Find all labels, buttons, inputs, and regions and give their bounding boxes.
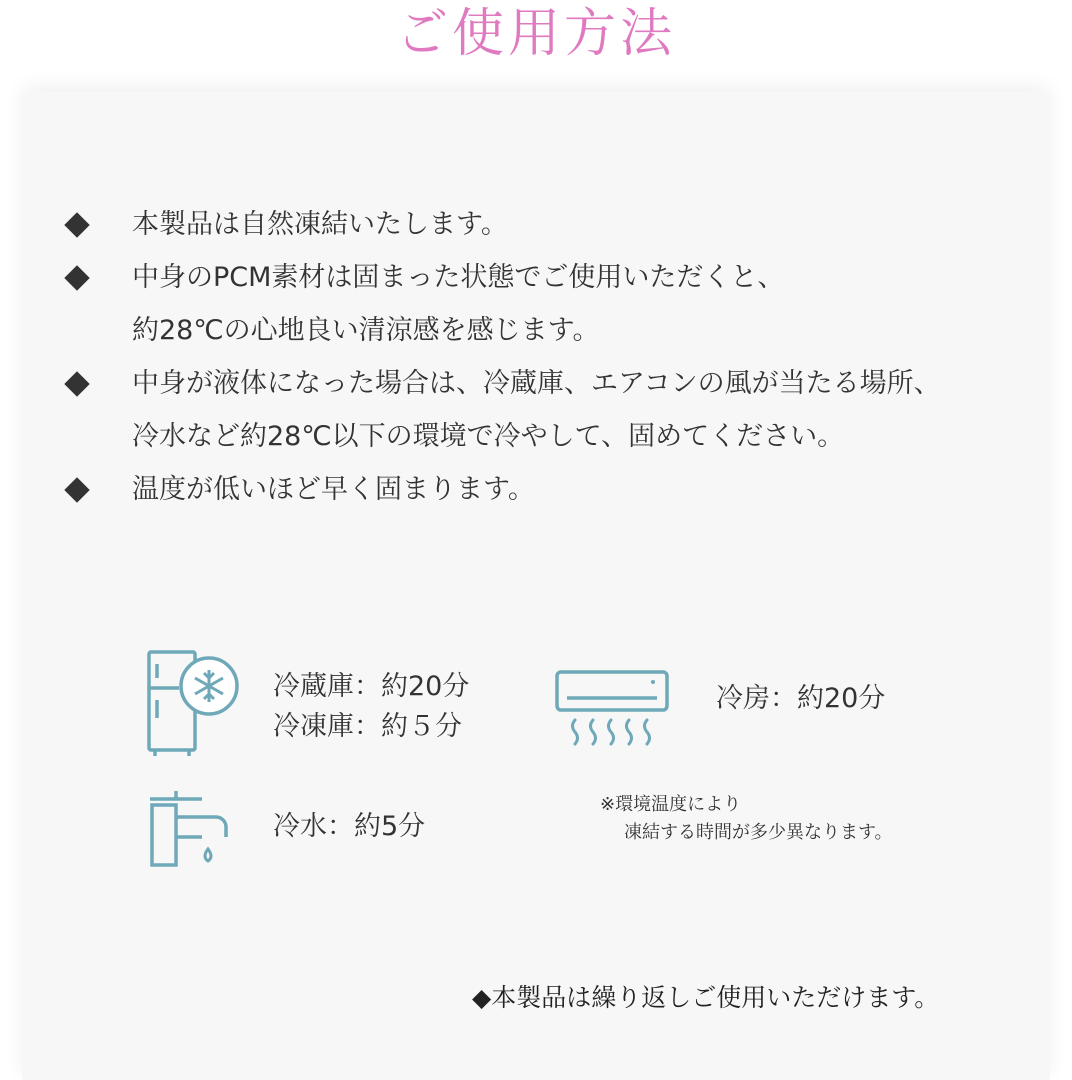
- cold-water-time-label: 冷水：約5分: [273, 811, 426, 842]
- faucet-icon: [146, 787, 236, 871]
- freezer-time-label: 冷凍庫：約５分: [273, 711, 462, 742]
- bullet-item: [68, 463, 1058, 516]
- note-line: ※環境温度により: [600, 794, 742, 815]
- air-conditioner-icon: [553, 668, 671, 752]
- bullet-line: 中身のPCM素材は固まった状態でご使用いただくと、: [132, 262, 785, 293]
- bullet-line: 温度が低いほど早く固まります。: [132, 474, 535, 505]
- fridge-snowflake-icon: [143, 648, 243, 760]
- diamond-bullet-icon: [64, 371, 89, 396]
- diamond-bullet-icon: [64, 265, 89, 290]
- fridge-time-label: 冷蔵庫：約20分: [273, 671, 470, 702]
- note-line: 凍結する時間が多少異なります。: [624, 822, 893, 843]
- diamond-bullet-icon: [64, 212, 89, 237]
- reusable-footer-text: ◆本製品は繰り返しご使用いただけます。: [472, 983, 940, 1012]
- bullet-line: 本製品は自然凍結いたします。: [132, 209, 508, 240]
- aircon-time-label: 冷房：約20分: [716, 683, 886, 714]
- bullet-line: 冷水など約28℃以下の環境で冷やして、固めてください。: [132, 421, 845, 452]
- page-title: ご使用方法: [395, 4, 676, 64]
- usage-bullet-list: [68, 198, 1058, 516]
- bullet-item: [68, 357, 1058, 463]
- bullet-item: [68, 251, 1058, 357]
- diamond-bullet-icon: [64, 477, 89, 502]
- bullet-item: [68, 198, 1058, 251]
- bullet-line: 約28℃の心地良い清涼感を感じます。: [132, 315, 600, 346]
- bullet-line: 中身が液体になった場合は、冷蔵庫、エアコンの風が当たる場所、: [132, 368, 941, 399]
